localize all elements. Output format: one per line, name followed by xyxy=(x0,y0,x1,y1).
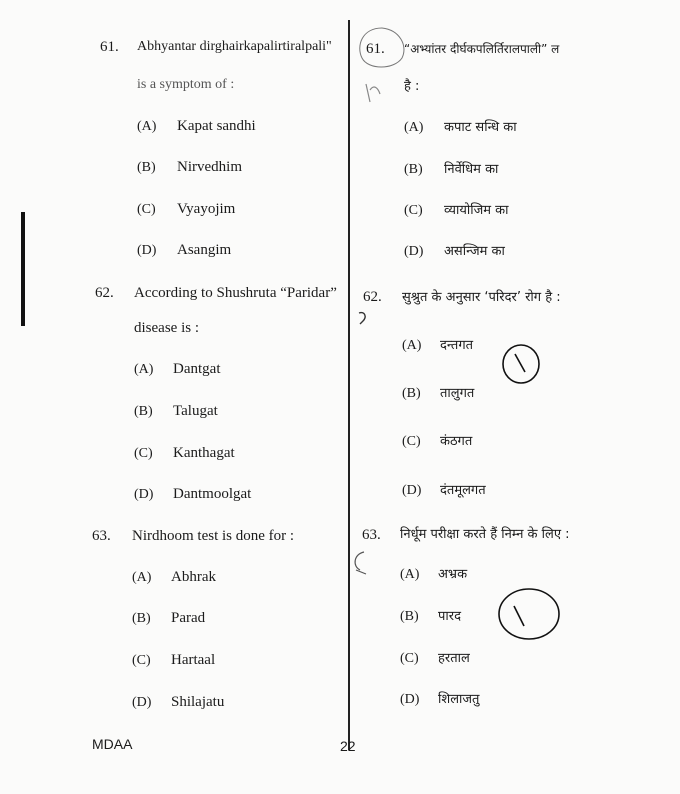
margin-bar xyxy=(21,212,25,326)
option-text: Dantmoolgat xyxy=(173,486,252,502)
option-text: असन्जिम का xyxy=(444,244,505,259)
option-text: निर्वेधिम का xyxy=(444,162,499,177)
option-text: कंठगत xyxy=(440,434,473,449)
option-text: हरताल xyxy=(438,651,470,666)
option-text: कपाट सन्धि का xyxy=(444,120,517,135)
option-letter: (B) xyxy=(134,404,153,419)
answer-circle-mark xyxy=(496,586,562,642)
question-number: 61. xyxy=(366,41,385,57)
question-text: निर्धूम परीक्षा करते हैं निम्न के लिए : xyxy=(400,527,570,542)
option-letter: (A) xyxy=(132,570,152,585)
column-divider xyxy=(348,20,350,750)
option-letter: (D) xyxy=(134,487,154,502)
option-letter: (B) xyxy=(132,611,151,626)
question-number: 63. xyxy=(92,528,111,544)
question-text: Nirdhoom test is done for : xyxy=(132,528,295,544)
question-text: Abhyantar dirghairkapalirtiralpali" xyxy=(137,39,332,54)
option-text: पारद xyxy=(438,609,461,624)
option-letter: (A) xyxy=(404,120,424,135)
option-letter: (A) xyxy=(402,338,422,353)
option-text: Dantgat xyxy=(173,361,221,377)
question-number: 61. xyxy=(100,39,119,55)
option-letter: (C) xyxy=(400,651,419,666)
option-text: दंतमूलगत xyxy=(440,483,486,498)
option-letter: (D) xyxy=(400,692,420,707)
option-letter: (A) xyxy=(137,119,157,134)
option-text: Talugat xyxy=(173,403,218,419)
option-text: दन्तगत xyxy=(440,338,474,353)
option-letter: (B) xyxy=(404,162,423,177)
option-text: Asangim xyxy=(177,242,232,258)
option-letter: (C) xyxy=(134,446,153,461)
paper-code: MDAA xyxy=(92,736,133,752)
option-letter: (B) xyxy=(400,609,419,624)
option-text: अभ्रक xyxy=(438,567,468,582)
question-number: 62. xyxy=(95,285,114,301)
option-letter: (C) xyxy=(132,653,151,668)
question-text: According to Shushruta “Paridar” xyxy=(134,285,337,301)
option-letter: (B) xyxy=(137,160,156,175)
option-text: Abhrak xyxy=(171,569,216,585)
question-text: सुश्रुत के अनुसार ‘परिदर’ रोग है : xyxy=(402,290,561,305)
option-letter: (C) xyxy=(404,203,423,218)
option-letter: (C) xyxy=(402,434,421,449)
question-number: 62. xyxy=(363,289,382,305)
page-number: 22 xyxy=(340,738,356,754)
option-text: Hartaal xyxy=(171,652,216,668)
option-letter: (B) xyxy=(402,386,421,401)
pen-circle-mark xyxy=(352,22,412,102)
option-text: Nirvedhim xyxy=(177,159,242,175)
option-letter: (C) xyxy=(137,202,156,217)
option-text: व्यायोजिम का xyxy=(444,203,509,218)
question-text: disease is : xyxy=(134,320,199,336)
option-letter: (D) xyxy=(132,695,152,710)
option-text: Parad xyxy=(171,610,206,626)
question-text: है : xyxy=(404,79,420,94)
option-text: Vyayojim xyxy=(177,201,236,217)
answer-circle-mark xyxy=(500,342,542,386)
option-letter: (D) xyxy=(402,483,422,498)
question-text: is a symptom of : xyxy=(137,77,235,92)
option-letter: (D) xyxy=(404,244,424,259)
pen-tick-mark xyxy=(356,310,370,326)
option-text: शिलाजतु xyxy=(438,692,480,707)
question-text: “अभ्यांतर दीर्घकपलिर्तिरालपाली” ल xyxy=(404,42,560,56)
option-text: तालुगत xyxy=(440,386,475,401)
option-letter: (D) xyxy=(137,243,157,258)
question-number: 63. xyxy=(362,527,381,543)
option-letter: (A) xyxy=(400,567,420,582)
option-text: Shilajatu xyxy=(171,694,225,710)
option-letter: (A) xyxy=(134,362,154,377)
option-text: Kanthagat xyxy=(173,445,235,461)
option-text: Kapat sandhi xyxy=(177,118,256,134)
pen-c-mark xyxy=(350,548,370,576)
